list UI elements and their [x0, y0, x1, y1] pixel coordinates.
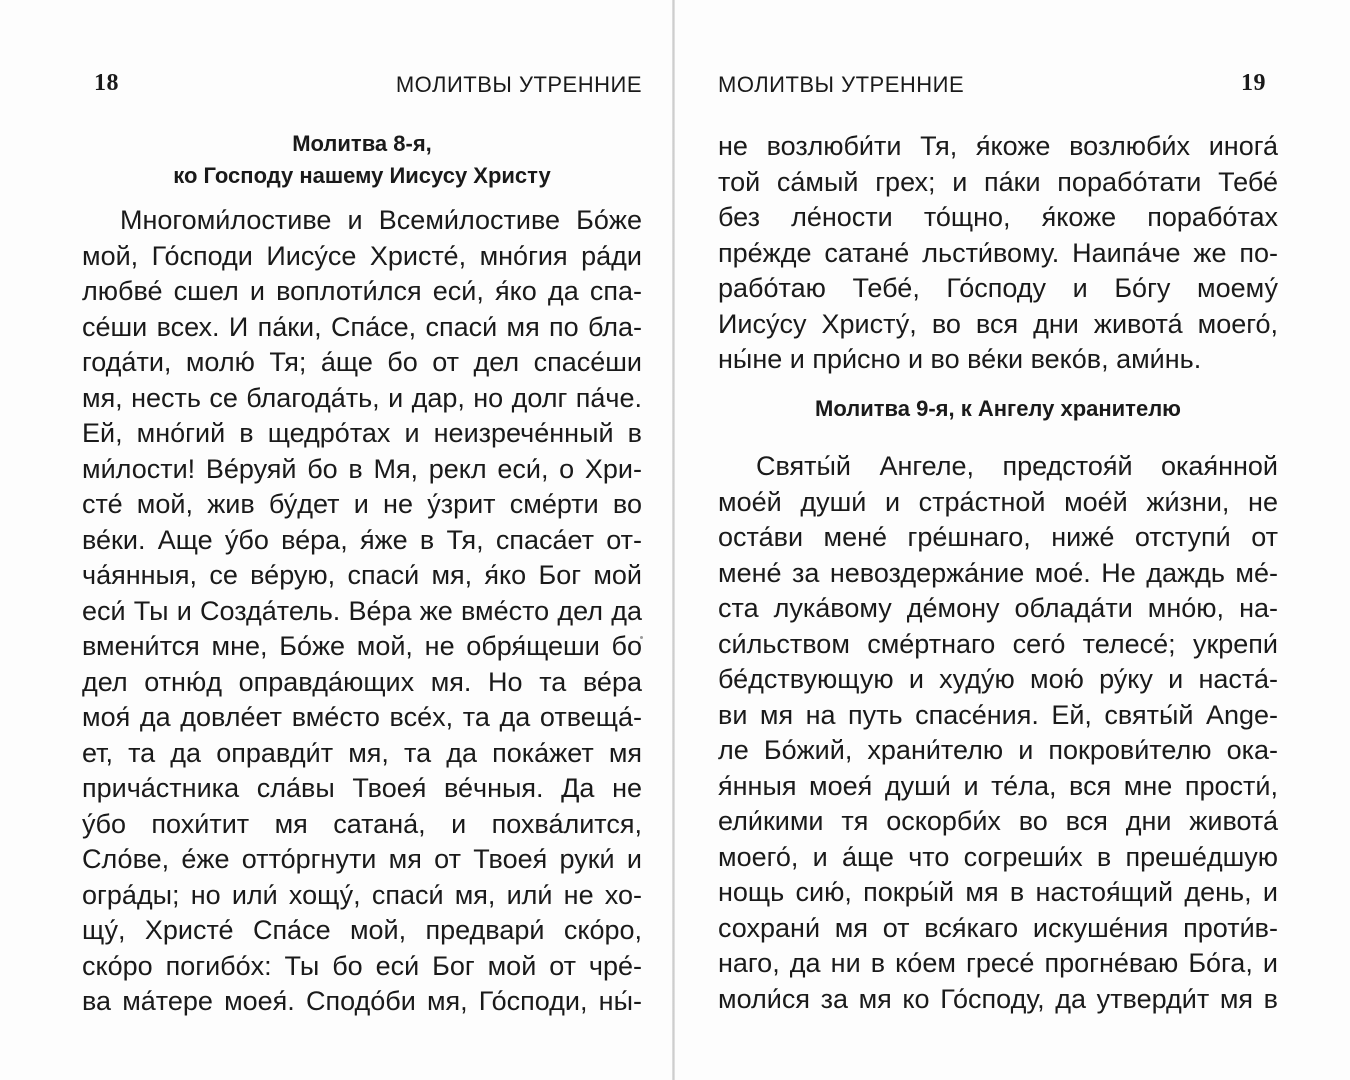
prayer-heading [82, 128, 642, 192]
text-line: Ей, мно́гий в щедро́тах и неизрече́нный в [82, 418, 642, 448]
page-number: 19 [1241, 70, 1266, 96]
text-line: наго, да ни в ко́ем гресе́ прогне́ваю Бо́га, и [718, 948, 1278, 978]
text-line: прича́стника сла́вы Твоея́ ве́чныя. Да не [82, 773, 642, 803]
running-title: МОЛИТВЫ УТРЕННИЕ [718, 72, 965, 97]
text-line: не возлюби́ти Тя, я́коже возлюби́х инога́ [718, 131, 1278, 161]
text-line: сохрани́ мя от вся́каго искуше́ния проти́в- [718, 912, 1278, 943]
text-line: рабо́таю Тебе́, Го́споду и Бо́гу моему́ [718, 273, 1278, 303]
text-line: мой, Го́споди Иису́се Христе́, мно́гия ра́ди [82, 240, 642, 271]
text-line: ет, та да оправди́т мя, та да пока́жет мя [82, 737, 642, 768]
text-line: Святы́й Ангеле, предстоя́й окая́нной [756, 451, 1278, 481]
text-line: моли́ся за мя ко Го́споду, да утверди́т мя в [718, 983, 1278, 1014]
text-line: ва ма́тере моея́. Сподо́би мя, Го́споди, ны́- [82, 986, 642, 1016]
text-line: си́льством сме́ртнаго сего́ телесе́; укрепи́ [718, 628, 1278, 659]
text-line: ны́не и при́сно и во ве́ки веко́в, ами́нь. [718, 344, 1202, 374]
text-line: ско́ро погибо́х: Ты бо еси́ Бог мой от чре́- [82, 950, 642, 981]
text-line: сте́ мой, жив бу́дет и не у́зрит сме́рти во [82, 489, 642, 519]
text-line: ве́ки. Аще у́бо ве́ра, я́же в Тя, спаса́ет от- [82, 524, 642, 555]
text-line: ели́кими тя оскорби́х во вся дни живота́ [718, 806, 1278, 836]
running-header [718, 68, 1278, 108]
text-line: без ле́ности то́щно, я́коже порабо́тах [718, 202, 1278, 232]
text-line: пре́жде сатане́ льсти́вому. Наипа́че же по- [718, 237, 1278, 268]
prayer-text [82, 203, 642, 1020]
heading-line: ко Господу нашему Иисусу Христу [173, 163, 551, 188]
text-line: ми́лости! Ве́руяй бо в Мя, рекл еси́, о Хри- [82, 453, 642, 484]
text-line: оста́ви мене́ гре́шнаго, ниже́ отступи́ от [718, 522, 1278, 552]
text-line: моя́ да довле́ет вме́сто все́х, та да отвеща́- [82, 702, 642, 732]
prayer-continuation [718, 129, 1278, 378]
text-line: года́ти, молю́ Тя; а́ще бо от дел спасе́ши [82, 347, 642, 377]
text-line: любве́ сшел и воплоти́лся еси́, я́ко да спа- [82, 276, 642, 306]
left-page [82, 0, 642, 1080]
text-line: ле Бо́жий, храни́телю и покрови́телю ока- [718, 735, 1278, 765]
text-line: той са́мый грех; и па́ки порабо́тати Тебе́ [718, 166, 1278, 197]
right-page [718, 0, 1278, 1080]
heading-line: Молитва 8-я, [292, 131, 432, 156]
text-line: ви мя на путь спасе́ния. Ей, святы́й Ange- [718, 699, 1278, 730]
text-line: вмени́тся мне, Бо́же мой, не обря́щеши бо [82, 631, 642, 661]
prayer-heading: Молитва 9-я, к Ангелу хранителю [815, 396, 1181, 421]
text-line: я́нныя моея́ души́ и те́ла, вся мне прости́, [718, 770, 1278, 801]
text-line: се́ши всех. И па́ки, Спа́се, спаси́ мя по бла- [82, 311, 642, 342]
text-line: щу́, Христе́ Спа́се мой, предвари́ ско́ро, [82, 915, 642, 945]
text-line: еси́ Ты и Созда́тель. Ве́ра же вме́сто дел да [82, 595, 642, 626]
text-line: мя, несть се благода́ть, и дар, но долг па́че. [82, 382, 642, 413]
text-line: Сло́ве, е́же отто́ргнути мя от Твоея́ руки́ и [82, 844, 642, 874]
page-number: 18 [94, 70, 119, 96]
text-line: Иису́су Христу́, во вся дни живота́ моего́, [718, 308, 1278, 339]
prayer-text [718, 449, 1278, 1017]
text-line: моего́, и а́ще что согреши́х в преше́дшую [718, 841, 1278, 872]
book-gutter [672, 0, 675, 1080]
text-line: мое́й души́ и стра́стной мое́й жи́зни, не [718, 486, 1278, 517]
text-line: у́бо похи́тит мя сатана́, и похва́лится, [82, 808, 642, 839]
text-line: нощь сию́, покры́й мя в настоя́щий день, и [718, 877, 1278, 907]
text-line: бе́дствующую и худу́ю мою́ ру́ку и наста́- [718, 664, 1278, 694]
text-line: дел отню́д оправда́ющих мя. Но та ве́ра [82, 666, 642, 697]
text-line: огра́ды; но или́ хощу́, спаси́ мя, или́ не хо- [82, 879, 642, 910]
text-line: ча́янныя, се ве́рую, спаси́ мя, я́ко Бог мой [82, 560, 642, 590]
text-line: ста лука́вому де́мону облада́ти мно́ю, на- [718, 593, 1278, 623]
running-title: МОЛИТВЫ УТРЕННИЕ [395, 72, 642, 97]
text-line: мене́ за невоздержа́ние мое́. Не даждь ме́- [718, 557, 1278, 588]
running-header [82, 68, 642, 108]
text-line: Многоми́лостиве и Всеми́лостиве Бо́же [120, 205, 642, 235]
